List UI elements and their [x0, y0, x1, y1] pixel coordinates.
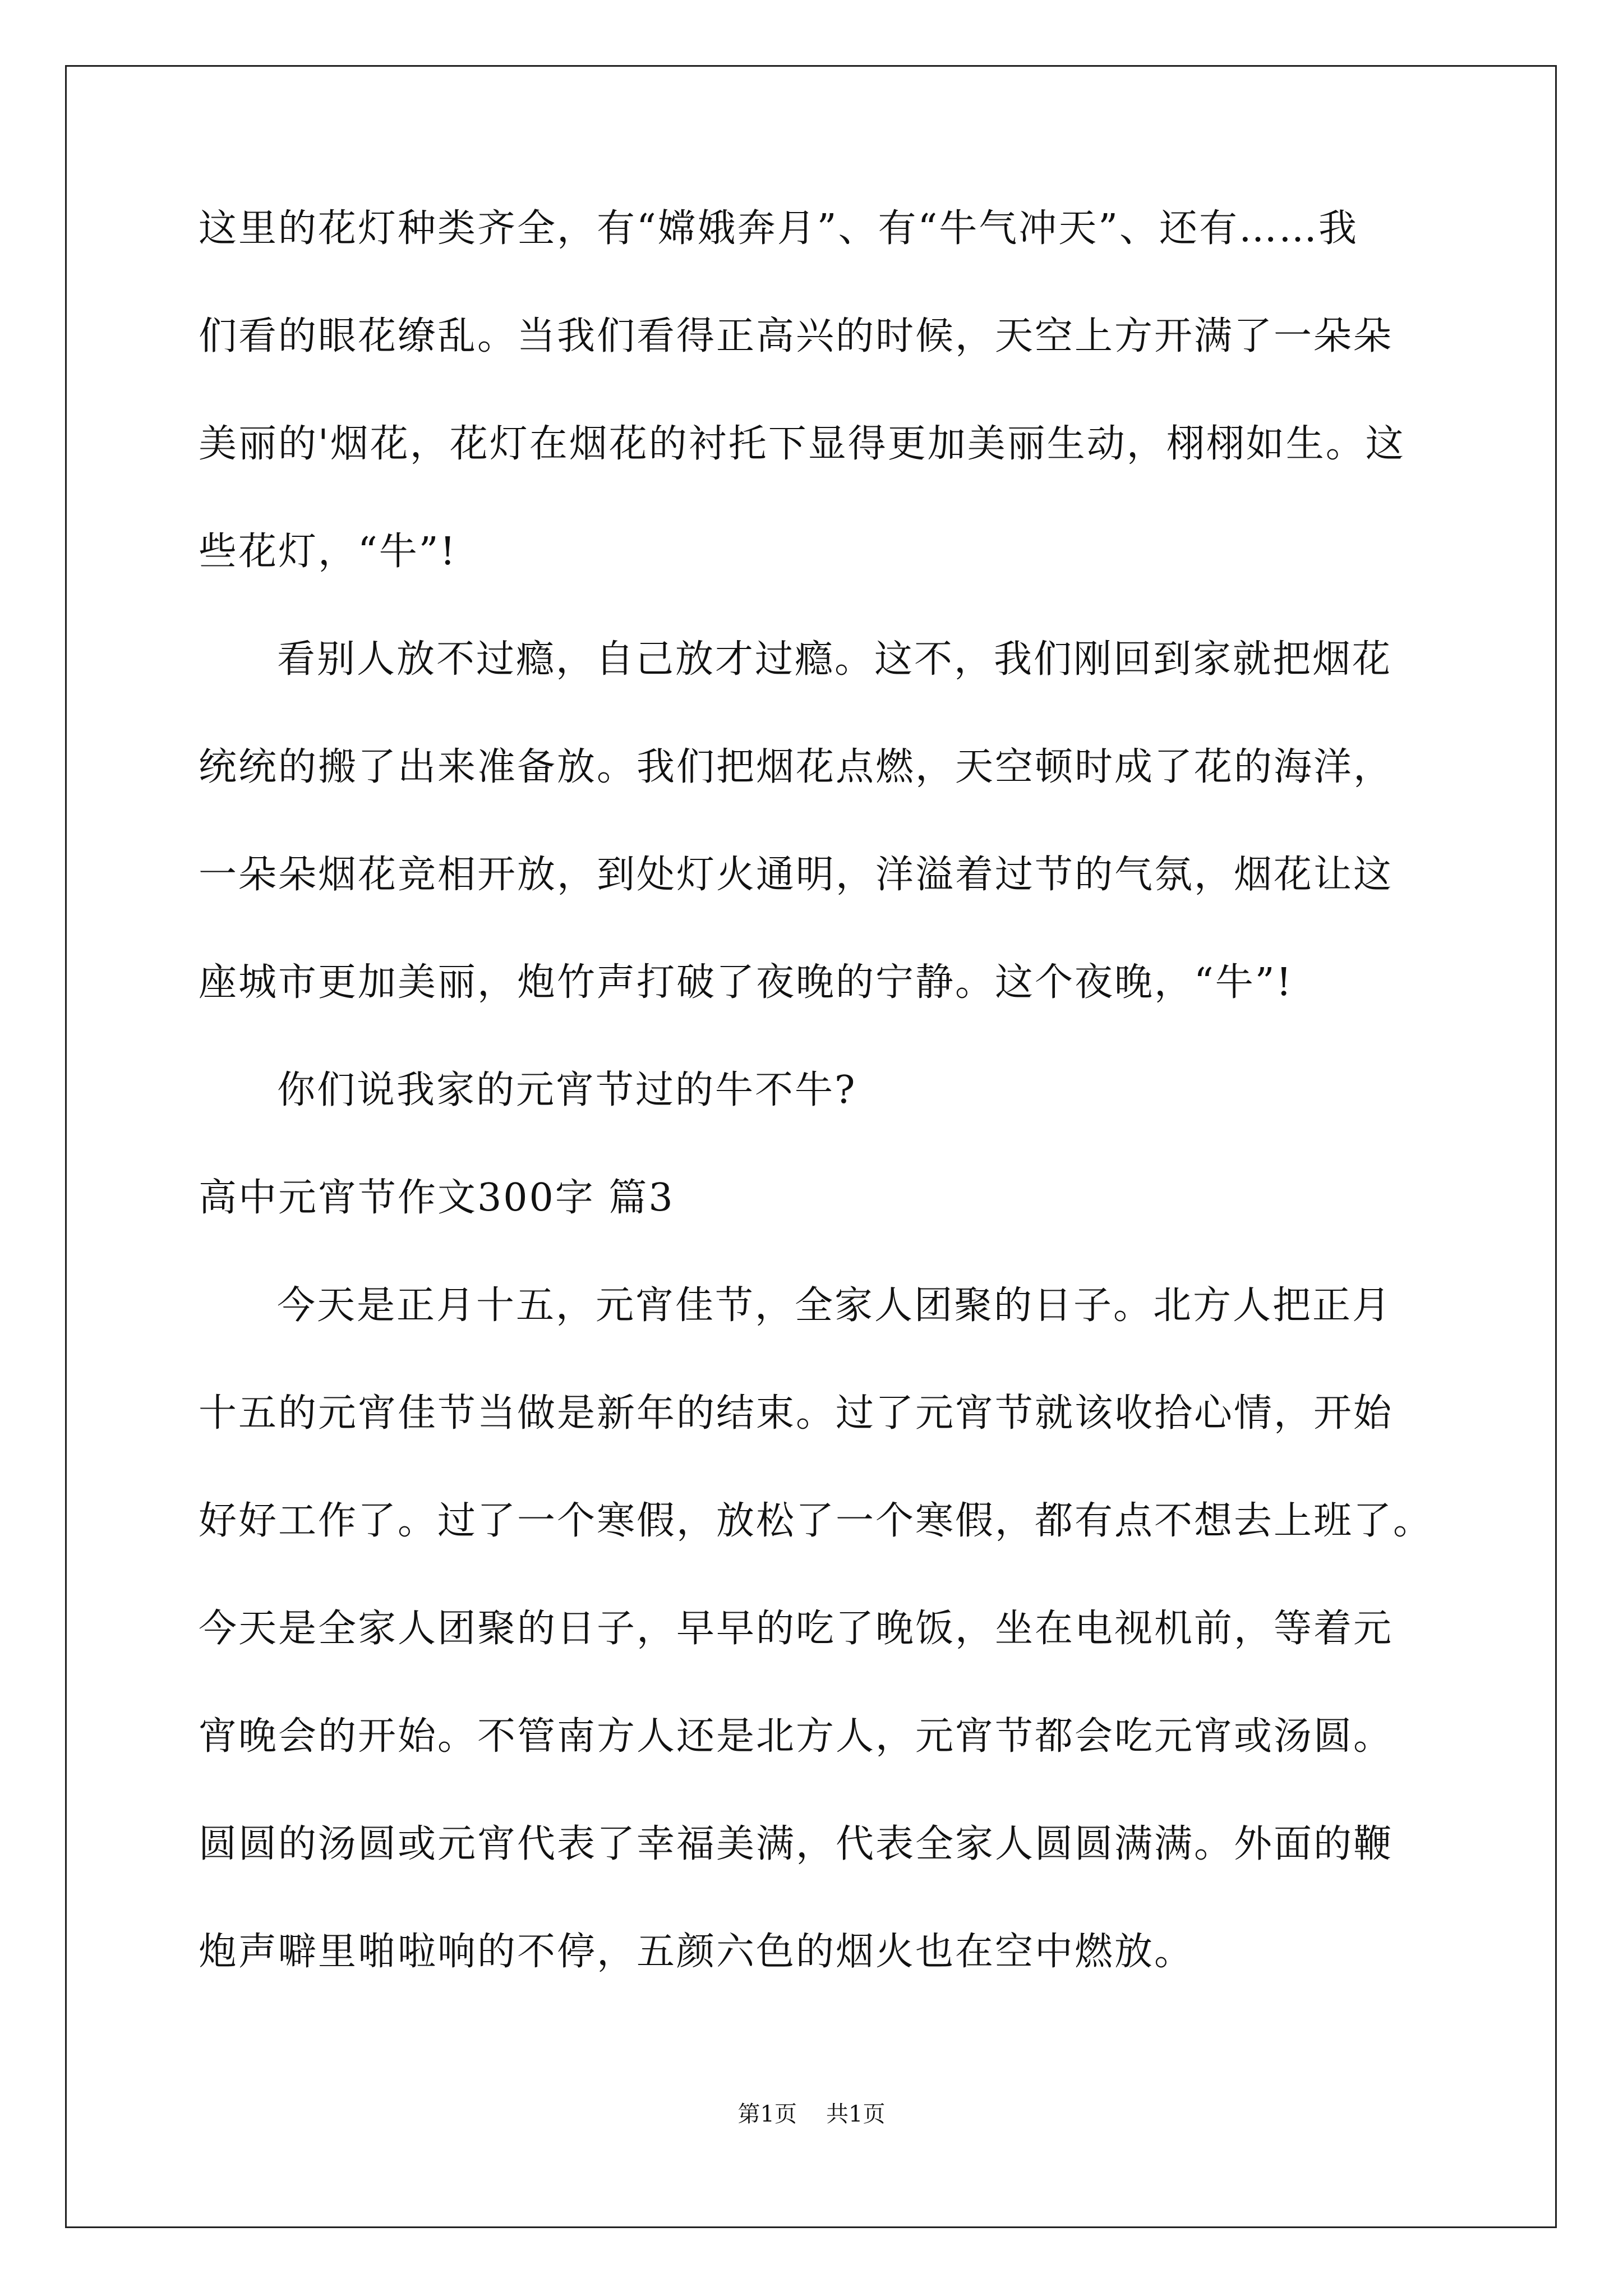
page-footer	[0, 2100, 1623, 2128]
page-number: 第1页	[737, 2101, 797, 2127]
text-line: 炮声噼里啪啦响的不停，五颜六色的烟火也在空中燃放。	[199, 1930, 1195, 1974]
text-line: 们看的眼花缭乱。当我们看得正高兴的时候，天空上方开满了一朵朵	[199, 314, 1394, 358]
text-line: 座城市更加美丽，炮竹声打破了夜晚的宁静。这个夜晚，“牛”!	[199, 960, 1293, 1005]
section-heading: 高中元宵节作文300字 篇3	[199, 1176, 675, 1220]
text-line: 美丽的'烟花，花灯在烟花的衬托下显得更加美丽生动，栩栩如生。这	[199, 422, 1405, 466]
text-line: 一朵朵烟花竞相开放，到处灯火通明，洋溢着过节的气氛，烟花让这	[199, 853, 1394, 897]
text-line: 些花灯，“牛”!	[199, 530, 457, 574]
text-line: 今天是正月十五，元宵佳节，全家人团聚的日子。北方人把正月	[277, 1283, 1393, 1328]
text-line: 圆圆的汤圆或元宵代表了幸福美满，代表全家人圆圆满满。外面的鞭	[199, 1822, 1394, 1866]
text-line: 今天是全家人团聚的日子，早早的吃了晚饭，坐在电视机前，等着元	[199, 1607, 1394, 1651]
text-line: 十五的元宵佳节当做是新年的结束。过了元宵节就该收拾心情，开始	[199, 1391, 1394, 1435]
text-line: 宵晚会的开始。不管南方人还是北方人，元宵节都会吃元宵或汤圆。	[199, 1714, 1394, 1759]
page-border	[65, 65, 1557, 2228]
text-line: 你们说我家的元宵节过的牛不牛?	[277, 1068, 857, 1112]
text-line: 好好工作了。过了一个寒假，放松了一个寒假，都有点不想去上班了。	[199, 1499, 1433, 1543]
page-total: 共1页	[826, 2101, 886, 2127]
text-line: 统统的搬了出来准备放。我们把烟花点燃，天空顿时成了花的海洋，	[199, 745, 1394, 789]
text-line: 这里的花灯种类齐全，有“嫦娥奔月”、有“牛气冲天”、还有……我	[199, 206, 1359, 251]
text-line: 看别人放不过瘾，自己放才过瘾。这不，我们刚回到家就把烟花	[277, 637, 1393, 682]
